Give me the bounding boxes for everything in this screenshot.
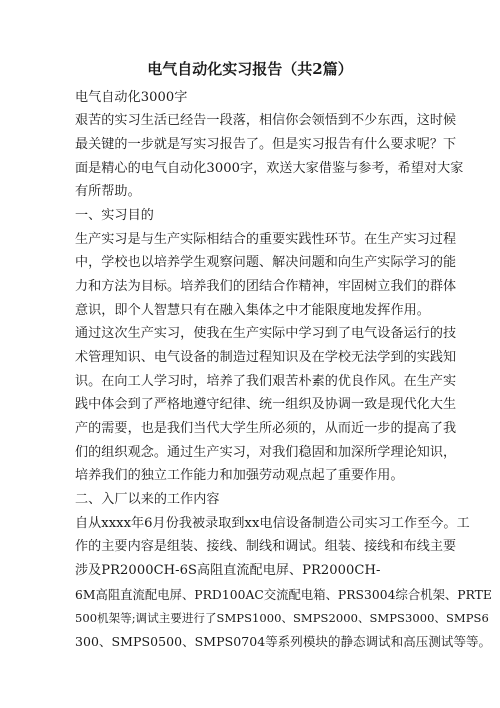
section-heading: 二、入厂以来的工作内容 [75,492,220,507]
paragraph-line: 力和方法为目标。培养我们的团结合作精神，牢固树立我们的群体 [75,279,457,294]
paragraph-line: 500机架等;调试主要进行了SMPS1000、SMPS2000、SMPS3000、SMPS6 [75,611,489,625]
document-title: 电气自动化实习报告（共2篇） [147,60,353,78]
paragraph-line: 涉及PR2000CH-6S高阻直流配电屏、PR2000CH- [75,563,381,578]
paragraph-line: 培养我们的独立工作能力和加强劳动观点起了重要作用。 [75,468,404,483]
paragraph-line: 有所帮助。 [75,184,141,199]
paragraph-line: 识。在向工人学习时，培养了我们艰苦朴素的优良作风。在生产实 [75,374,457,389]
paragraph-line: 300、SMPS0500、SMPS0704等系列模块的静态调试和高压测试等等。 [75,634,492,649]
paragraph-line: 通过这次生产实习，使我在生产实际中学习到了电气设备运行的技 [75,326,457,341]
paragraph-line: 6M高阻直流配电屏、PRD100AC交流配电箱、PRS3004综合机架、PRTE [75,588,492,602]
paragraph-line: 生产实习是与生产实际相结合的重要实践性环节。在生产实习过程 [75,232,457,247]
paragraph-line: 意识，即个人智慧只有在融入集体之中才能限度地发挥作用。 [75,303,430,318]
paragraph-line: 们的组织观念。通过生产实习，对我们稳固和加深所学理论知识， [75,445,457,460]
paragraph-line: 艰苦的实习生活已经告一段落，相信你会领悟到不少东西，这时候 [75,113,457,128]
paragraph-line: 面是精心的电气自动化3000字，欢送大家借鉴与参考，希望对大家 [75,161,464,176]
paragraph-line: 中，学校也以培养学生观察问题、解决问题和向生产实际学习的能 [75,255,457,270]
section-heading: 一、实习目的 [75,208,154,223]
paragraph-line: 最关键的一步就是写实习报告了。但是实习报告有什么要求呢？下 [75,137,457,152]
paragraph-line: 作的主要内容是组装、接线、制线和调试。组装、接线和布线主要 [75,539,457,554]
subtitle-line: 电气自动化3000字 [75,90,188,105]
paragraph-line: 术管理知识、电气设备的制造过程知识及在学校无法学到的实践知 [75,350,457,365]
paragraph-line: 践中体会到了严格地遵守纪律、统一组织及协调一致是现代化大生 [75,397,457,412]
paragraph-line: 自从xxxx年6月份我被录取到xx电信设备制造公司实习工作至今。工 [75,516,470,531]
paragraph-line: 产的需要，也是我们当代大学生所必须的，从而近一步的提高了我 [75,421,457,436]
